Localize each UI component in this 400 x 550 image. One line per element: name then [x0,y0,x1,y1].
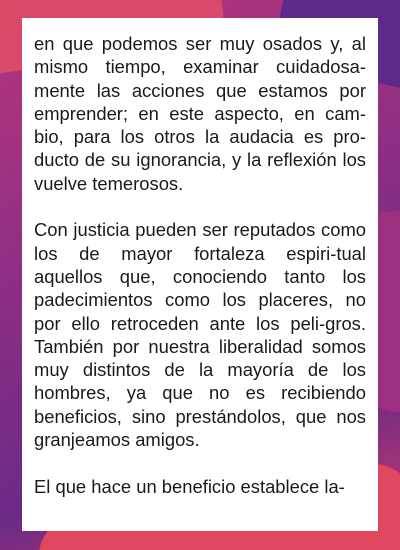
paragraph-3: El que hace un beneficio establece la- [34,475,345,497]
paragraph-1: en que podemos ser muy osados y, al mismo tiempo, examinar cuidadosa-mente las acciones que estamos por emprender; en este aspecto, en cam-bio, para los otros la audacia es pro-ducto de su ignorancia, y la reflexión los vuelve temerosos. [34,33,366,194]
body-text [34,32,366,498]
paragraph-2: Con justicia pueden ser reputados como los de mayor fortaleza espiri-tual aquellos que, conociendo tanto los padecimientos como los placeres, no por ello retroceden ante los peli-gros. También por nuestra liberalidad somos muy distintos de la mayoría de los hombres, ya que no es recibiendo beneficios, sino prestándolos, que nos granjeamos amigos. [34,219,366,451]
text-page [22,18,378,531]
